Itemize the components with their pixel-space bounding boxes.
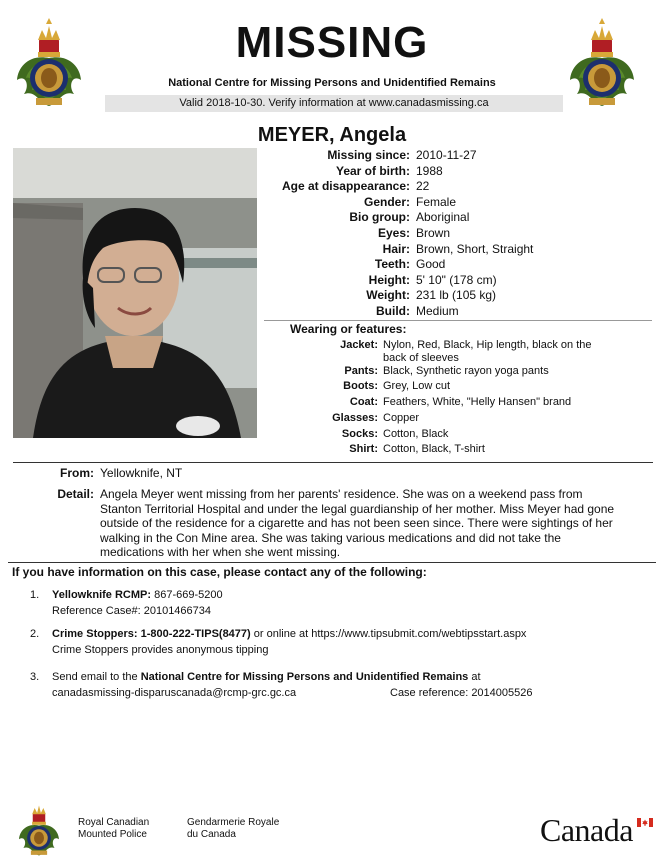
- wearing-value: Cotton, Black: [383, 428, 449, 440]
- detail-label: Height:: [368, 272, 410, 287]
- contact-num: 3.: [30, 671, 40, 683]
- contact-name: Yellowknife RCMP:: [52, 589, 152, 601]
- contact-online-link[interactable]: or online at https://www.tipsubmit.com/webtipsstart.aspx: [253, 628, 527, 640]
- detail-label: Bio group:: [349, 210, 410, 225]
- wearing-label: Socks:: [341, 428, 378, 440]
- contact-post: at: [471, 671, 481, 683]
- footer-french: [187, 817, 279, 841]
- wearing-value: Black, Synthetic rayon yoga pants: [383, 365, 549, 377]
- detail-value: 1988: [416, 163, 443, 178]
- contact-phone[interactable]: 1-800-222-TIPS(8477): [140, 628, 251, 640]
- detail-text: [100, 487, 614, 560]
- detail-line: medications with her when she went missing.: [100, 545, 341, 559]
- contact-item-email: [52, 670, 481, 684]
- person-name: MEYER, Angela: [257, 124, 407, 146]
- contact-note: Crime Stoppers provides anonymous tipping: [52, 644, 269, 656]
- wearing-label: Glasses:: [332, 412, 378, 424]
- detail-value: Aboriginal: [416, 210, 470, 225]
- wearing-label: Boots:: [343, 380, 378, 392]
- contact-item-crime-stoppers: [52, 627, 526, 641]
- detail-label: Missing since:: [327, 148, 410, 162]
- wearing-heading: Wearing or features:: [290, 322, 407, 336]
- contact-num: 1.: [30, 589, 40, 601]
- detail-value: Brown, Short, Straight: [416, 241, 534, 256]
- detail-value: Female: [416, 194, 457, 209]
- detail-label: Weight:: [366, 288, 410, 303]
- footer-line: Mounted Police: [78, 829, 147, 840]
- wearing-label: Coat:: [349, 396, 378, 408]
- canada-wordmark: [540, 812, 633, 849]
- wordmark-text: Canada: [540, 812, 633, 848]
- contact-name: Crime Stoppers:: [52, 628, 138, 640]
- detail-line: Stanton Territorial Hospital and under the legal guardianship of her mother. Miss Meyer had gone: [100, 501, 615, 516]
- detail-label: Eyes:: [377, 226, 410, 240]
- detail-value: Medium: [416, 304, 459, 318]
- wearing-value: Copper: [383, 412, 420, 424]
- wearing-value: Grey, Low cut: [383, 380, 451, 392]
- from-label: From:: [60, 466, 94, 480]
- poster-title: MISSING: [235, 18, 429, 67]
- wearing-label: Pants:: [344, 365, 378, 377]
- validity-note: Valid 2018-10-30. Verify information at www.canadasmissing.ca: [105, 95, 563, 112]
- detail-label: Detail:: [57, 487, 94, 501]
- canada-flag-icon: [637, 818, 653, 827]
- detail-line: walking in the Con Mine area. She was taking various medications and did not take the: [100, 530, 561, 545]
- footer-crest: [14, 798, 64, 858]
- detail-value: 2010-11-27: [416, 148, 477, 162]
- contact-num: 2.: [30, 628, 40, 640]
- wearing-value: Nylon, Red, Black, Hip length, black on the: [383, 339, 592, 351]
- contact-phone[interactable]: 867-669-5200: [154, 589, 223, 601]
- from-value: Yellowknife, NT: [100, 466, 183, 480]
- detail-value: Good: [416, 257, 446, 272]
- poster-subtitle: National Centre for Missing Persons and Unidentified Remains: [168, 77, 496, 89]
- portrait-image: [13, 148, 257, 438]
- detail-line: outside of the residence for a cigarette and has not been seen since. There were sightings of her: [100, 516, 613, 530]
- detail-value: 231 lb (105 kg): [416, 288, 497, 303]
- flag-icon: [637, 814, 653, 823]
- detail-line: Angela Meyer went missing from her parents' residence. She was on a weekend pass from: [100, 487, 583, 501]
- contact-email-link[interactable]: canadasmissing-disparuscanada@rcmp-grc.gc.ca: [52, 687, 297, 699]
- contact-item-rcmp: [52, 588, 223, 602]
- contact-org: National Centre for Missing Persons and Unidentified Remains: [140, 671, 469, 683]
- missing-person-photo: [13, 148, 257, 438]
- detail-label: Build:: [376, 304, 410, 318]
- divider: [264, 320, 652, 321]
- footer-line: Royal Canadian: [78, 817, 150, 828]
- detail-label: Teeth:: [374, 257, 410, 272]
- case-reference: Case reference: 2014005526: [390, 687, 533, 699]
- footer-line: du Canada: [187, 829, 236, 840]
- contact-pre: Send email to the: [52, 671, 138, 683]
- detail-value: 22: [416, 179, 430, 194]
- wearing-value: Feathers, White, "Helly Hansen" brand: [383, 396, 572, 408]
- divider: [13, 462, 653, 463]
- contact-reference: Reference Case#: 20101466734: [52, 605, 212, 617]
- wearing-label: Jacket:: [340, 339, 378, 351]
- detail-label: Age at disappearance:: [281, 179, 410, 194]
- footer-line: Gendarmerie Royale: [187, 817, 280, 828]
- detail-value: Brown: [416, 226, 451, 240]
- wearing-value-cont: back of sleeves: [383, 352, 459, 364]
- detail-value: 5' 10" (178 cm): [416, 272, 497, 287]
- detail-label: Hair:: [382, 241, 410, 256]
- detail-label: Year of birth:: [335, 163, 410, 178]
- detail-label: Gender:: [363, 194, 410, 209]
- rcmp-crest-icon: [14, 798, 64, 858]
- wearing-value: Cotton, Black, T-shirt: [383, 443, 485, 455]
- contact-heading: If you have information on this case, please contact any of the following:: [12, 565, 427, 579]
- wearing-label: Shirt:: [349, 443, 378, 455]
- footer-english: [78, 817, 149, 841]
- divider: [8, 562, 656, 563]
